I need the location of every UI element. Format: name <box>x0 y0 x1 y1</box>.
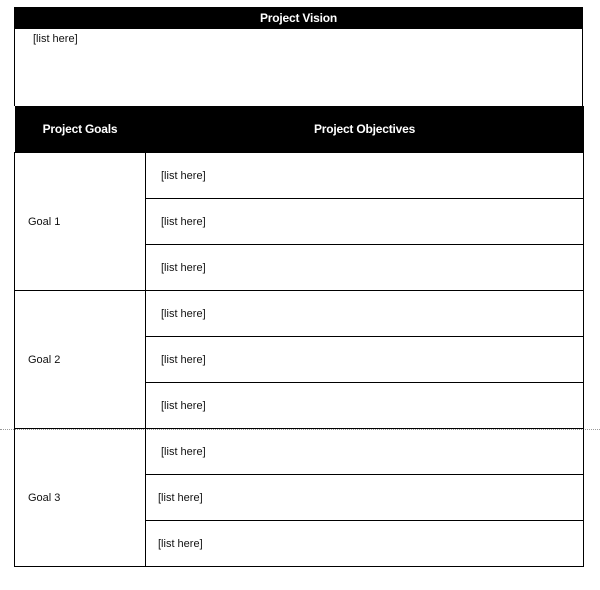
table-row <box>15 153 584 199</box>
project-goals-header: Project Goals <box>15 106 146 153</box>
table-row <box>15 429 584 475</box>
goal-2-objective-2[interactable]: [list here] <box>146 337 584 383</box>
goal-2-objective-3[interactable]: [list here] <box>146 383 584 429</box>
goal-3-objective-2[interactable]: [list here] <box>146 475 584 521</box>
project-vision-placeholder: [list here] <box>33 33 78 45</box>
goal-3-cell[interactable]: Goal 3 <box>15 429 146 567</box>
goal-2-cell[interactable]: Goal 2 <box>15 291 146 429</box>
goal-3-objective-3[interactable]: [list here] <box>146 521 584 567</box>
goal-3-objective-1[interactable]: [list here] <box>146 429 584 475</box>
project-vision-header: Project Vision <box>14 7 583 29</box>
goal-2-objective-1[interactable]: [list here] <box>146 291 584 337</box>
goal-1-objective-2[interactable]: [list here] <box>146 199 584 245</box>
goal-1-objective-3[interactable]: [list here] <box>146 245 584 291</box>
table-header-row <box>15 106 584 153</box>
project-vision-body[interactable] <box>14 29 583 106</box>
project-objectives-header: Project Objectives <box>146 106 584 153</box>
goals-objectives-table <box>14 106 584 567</box>
project-planning-document <box>14 7 583 567</box>
table-row <box>15 291 584 337</box>
goal-1-objective-1[interactable]: [list here] <box>146 153 584 199</box>
goal-1-cell[interactable]: Goal 1 <box>15 153 146 291</box>
